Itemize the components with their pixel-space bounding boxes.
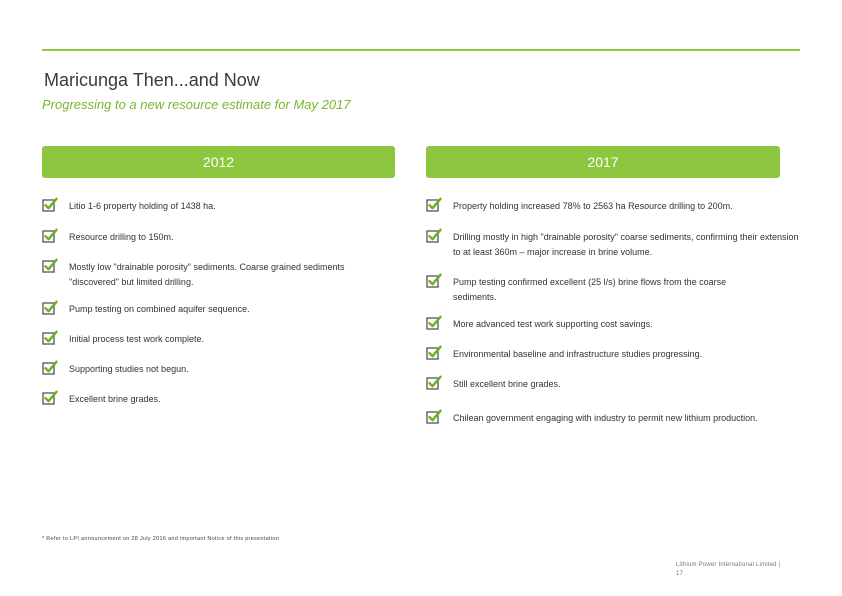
list-item-text: [453, 230, 799, 260]
list-item-text: [69, 260, 345, 290]
list-item-text: [453, 377, 561, 392]
list-item-text: [69, 302, 250, 317]
list-item-line: Litio 1-6 property holding of 1438 ha.: [69, 201, 216, 211]
checkbox-checked-icon: [426, 197, 442, 213]
checkbox-checked-icon: [426, 409, 442, 425]
page-subtitle: Progressing to a new resource estimate for May 2017: [42, 97, 351, 112]
list-item-text: [69, 392, 161, 407]
list-item-line: Mostly low "drainable porosity" sediments. Coarse grained sediments: [69, 262, 345, 272]
column-header-2017: 2017: [426, 146, 780, 178]
checkbox-checked-icon: [426, 345, 442, 361]
page-number: 17: [676, 571, 684, 577]
list-item-text: [453, 317, 653, 332]
top-rule: [42, 49, 800, 51]
list-item-line: Drilling mostly in high "drainable porosity" coarse sediments, confirming their extension: [453, 232, 799, 242]
list-item-line: Resource drilling to 150m.: [69, 232, 174, 242]
page-title: Maricunga Then...and Now: [44, 70, 260, 90]
footer: [676, 561, 780, 579]
checkbox-checked-icon: [42, 300, 58, 316]
list-item-line: Pump testing confirmed excellent (25 l/s) brine flows from the coarse: [453, 277, 727, 287]
list-item-text: [453, 411, 758, 426]
list-item-text: [69, 230, 174, 245]
checkbox-checked-icon: [42, 390, 58, 406]
list-item-line: Excellent brine grades.: [69, 394, 161, 404]
list-item-text: [69, 332, 204, 347]
footnote: * Refer to LPI announcement on 28 July 2016 and important Notice of this presentation: [42, 536, 280, 542]
list-item-line: Still excellent brine grades.: [453, 379, 561, 389]
checkbox-checked-icon: [426, 315, 442, 331]
list-item-text: [453, 199, 733, 214]
list-item-line: "discovered" but limited drilling.: [69, 277, 194, 287]
list-item-text: [69, 199, 216, 214]
checkbox-checked-icon: [426, 375, 442, 391]
footer-company: Lithium Power International Limited |: [676, 562, 781, 568]
checkbox-checked-icon: [42, 360, 58, 376]
list-item-line: Property holding increased 78% to 2563 ha Resource drilling to 200m.: [453, 201, 733, 211]
checkbox-checked-icon: [42, 330, 58, 346]
column-header-2012: 2012: [42, 146, 395, 178]
list-item-text: [453, 275, 726, 305]
list-item-text: [69, 362, 189, 377]
checkbox-checked-icon: [42, 228, 58, 244]
list-item-line: Environmental baseline and infrastructure studies progressing.: [453, 349, 703, 359]
checkbox-checked-icon: [42, 258, 58, 274]
list-item-line: More advanced test work supporting cost savings.: [453, 319, 653, 329]
list-item-line: Pump testing on combined aquifer sequence.: [69, 304, 250, 314]
list-item-line: Supporting studies not begun.: [69, 364, 189, 374]
list-item-line: to at least 360m – major increase in brine volume.: [453, 247, 653, 257]
checkbox-checked-icon: [426, 273, 442, 289]
list-item-line: Initial process test work complete.: [69, 334, 205, 344]
list-item-line: Chilean government engaging with industry to permit new lithium production.: [453, 413, 758, 423]
list-item-line: sediments.: [453, 292, 497, 302]
checkbox-checked-icon: [42, 197, 58, 213]
checkbox-checked-icon: [426, 228, 442, 244]
list-item-text: [453, 347, 702, 362]
